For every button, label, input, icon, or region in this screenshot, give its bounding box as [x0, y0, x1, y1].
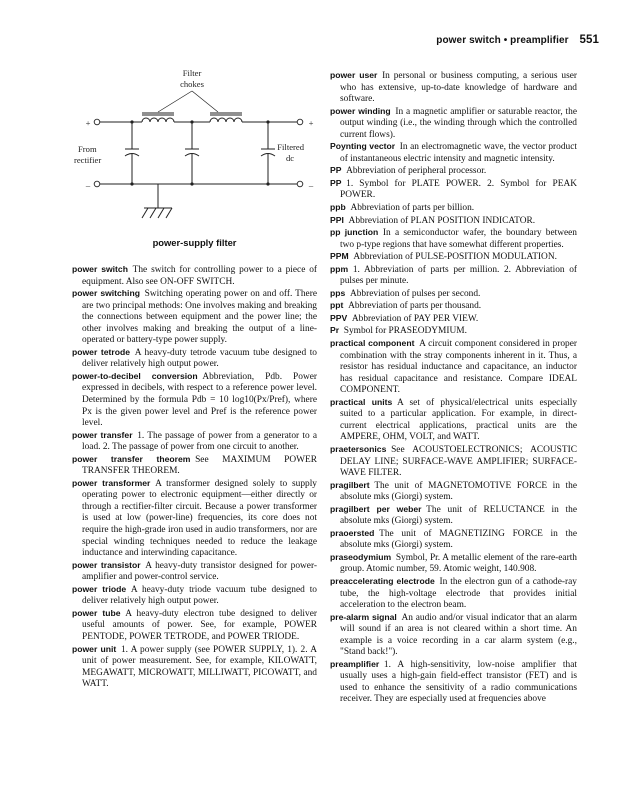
entry-text: Abbreviation of PAY PER VIEW. [351, 313, 479, 324]
entry-term: power transformer [72, 477, 151, 488]
entry-text: See ACOUSTOELECTRONICS; ACOUSTIC DELAY LINE; SURFACE-WAVE AMPLIFIER; SURFACE-WAVE FILTER. [340, 444, 577, 479]
from-rectifier-label-2: rectifier [74, 155, 102, 165]
filter-chokes-label-1: Filter [182, 68, 202, 78]
plus-right: + [308, 118, 314, 128]
entry-term: practical units [330, 396, 393, 407]
choke-1 [142, 113, 174, 122]
entry-term: power winding [330, 105, 391, 116]
entry-term: praetersonics [330, 443, 387, 454]
entry-term: Poynting vector [330, 141, 396, 152]
glossary-entry [330, 178, 577, 202]
entry-text: The switch for controlling power to a piece of equipment. Also see ON-OFF SWITCH. [82, 265, 318, 287]
entry-text: Abbreviation of pulses per second. [349, 288, 481, 299]
glossary-entry [330, 480, 577, 504]
glossary-entry [330, 325, 577, 338]
entry-term: pragilbert [330, 479, 370, 490]
running-title: power switch • preamplifier [436, 35, 569, 46]
entry-term: PPM [330, 251, 349, 262]
entry-term: PPI [330, 214, 344, 225]
entry-text: A heavy-duty triode vacuum tube designed to deliver relatively high output power. [82, 584, 317, 607]
entry-text: A circuit component considered in proper combination with the stray components inherent in it. Thus, a resistor has residual inductance and capacitance, an inductor has residual capacitance and resistance. Compare IDEAL COMPONENT. [340, 339, 577, 396]
terminal-top-right [297, 119, 303, 125]
entry-text: A transformer designed solely to supply operating power to electronic equipment—either directly or through a rectifier-filter circuit. Because a power transformer is used at low (power-line) frequencies, its core does not require the high-grade iron used in audio transformers, nor are special winding techniques needed to reduce the leakage inductance and interwinding capacitance. [82, 478, 317, 559]
glossary-entry [72, 264, 317, 288]
junction-2 [190, 120, 193, 123]
glossary-entry [330, 552, 577, 576]
glossary-entry [330, 528, 577, 552]
entry-term: ppt [330, 300, 344, 311]
entry-text: 1. Symbol for PLATE POWER. 2. Symbol for PEAK POWER. [340, 178, 577, 201]
terminal-bottom-right [297, 181, 303, 187]
entry-text: Switching operating power on and off. There are two principal methods: One involves making and breaking the connections between equipment and the power line; the other involves making and breaking the output of a line-operated or battery-type power supply. [82, 289, 317, 346]
entry-term: pre-alarm signal [330, 611, 397, 622]
chokes-leader-2 [192, 91, 218, 112]
filter-chokes-label-2: chokes [180, 79, 204, 89]
glossary-entry [72, 560, 317, 584]
entry-term: ppm [330, 263, 349, 274]
capacitor-3 [261, 122, 275, 184]
glossary-entry [330, 313, 577, 326]
glossary-entry [330, 338, 577, 397]
page-header [436, 34, 599, 46]
entry-text: In a magnetic amplifier or saturable reactor, the output winding (i.e., the winding through which the controlled current flows). [340, 106, 578, 140]
glossary-entry [330, 300, 577, 313]
glossary-entry [330, 288, 577, 301]
capacitor-2 [185, 122, 199, 184]
entry-text: A heavy-duty transistor designed for power-amplifier and power-control service. [82, 560, 317, 583]
junction-3 [266, 120, 269, 123]
entry-term: pp junction [330, 227, 379, 238]
entry-term: praseodymium [330, 551, 392, 562]
entry-text: A heavy-duty tetrode vacuum tube designed to deliver relatively high output power. [82, 347, 317, 370]
entry-text: Abbreviation of peripheral processor. [346, 166, 487, 177]
figure-caption: power-supply filter [152, 237, 237, 248]
terminal-top-left [94, 119, 100, 125]
right-column [330, 70, 577, 706]
entry-text: 1. A high-sensitivity, low-noise amplifier that usually uses a high-gain field-effect transistor (FET) and is used to enhance the sensitivity of a radio communications receiver. They are especially used at frequencies above [340, 659, 577, 705]
entry-term: power transistor [72, 559, 141, 570]
from-rectifier-label-1: From [78, 144, 97, 154]
glossary-entry [72, 454, 317, 478]
entry-term: power user [330, 70, 378, 80]
glossary-entry [330, 251, 577, 264]
glossary-entry [72, 288, 317, 347]
entry-text: The unit of MAGNETIZING FORCE in the absolute mks (Giorgi) system. [340, 528, 577, 551]
entry-term: power switch [72, 264, 128, 274]
filtered-dc-label-2: dc [285, 153, 295, 163]
entry-text: An audio and/or visual indicator that an alarm will sound if an area is not cleared within a short time. An example is a voice recording in a car alarm system (e.g., "Stand back!"). [340, 612, 578, 658]
entry-term: power triode [72, 583, 127, 594]
plus-left: + [85, 118, 91, 128]
glossary-entry [330, 165, 577, 178]
minus-right: – [308, 180, 314, 190]
glossary-entry [330, 504, 577, 528]
entry-text: A heavy-duty electron tube designed to deliver useful amounts of power. See, for example, POWER PENTODE, POWER TETRODE, and POWER TRIODE. [82, 608, 318, 642]
junction-5 [190, 182, 193, 185]
entry-term: preamplifier [330, 658, 380, 669]
glossary-entry [330, 612, 577, 659]
entry-text: In an electromagnetic wave, the vector product of instantaneous electric intensity and magnetic intensity. [340, 142, 577, 164]
entry-term: power transfer theorem [72, 453, 191, 464]
junction-6 [266, 182, 269, 185]
entry-text: Symbol, Pr. A metallic element of the rare-earth group. Atomic number, 59. Atomic weight, 140.908. [340, 552, 577, 575]
filtered-dc-label-1: Filtered [277, 142, 304, 152]
entry-term: ppb [330, 202, 346, 213]
chokes-leader-1 [158, 91, 192, 112]
terminal-bottom-left [94, 181, 100, 187]
entry-term: pps [330, 287, 346, 298]
glossary-entry [330, 444, 577, 480]
entry-text: Abbreviation of parts per thousand. [348, 301, 482, 312]
glossary-entry [330, 141, 577, 165]
glossary-entry [72, 644, 317, 691]
entry-term: pragilbert per weber [330, 503, 422, 514]
entry-text: Abbreviation, Pdb. Power expressed in decibels, with respect to a reference power level. Determined by the formula Pdb = 10 log10(Px/Pref), where Px is the given power level and Pref is the reference power level. [82, 371, 317, 429]
glossary-entry [330, 264, 577, 288]
glossary-entry [330, 397, 577, 444]
entry-text: In a semiconductor wafer, the boundary between two p-type regions that have somewhat different properties. [340, 228, 577, 250]
glossary-entry [330, 70, 577, 106]
entry-text: A set of physical/electrical units especially suited to a particular application. For example, in direct-current electrical applications, practical units are the AMPERE, OHM, VOLT, and WATT. [340, 397, 578, 443]
glossary-entry [72, 347, 317, 371]
glossary-entry [72, 371, 317, 430]
glossary-entry [330, 202, 577, 215]
capacitor-1 [125, 122, 139, 184]
entry-text: 1. Abbreviation of parts per million. 2. Abbreviation of pulses per minute. [340, 264, 577, 287]
entry-text: Abbreviation of parts per billion. [350, 203, 475, 214]
glossary-entry [330, 576, 577, 612]
entry-term: power switching [72, 288, 140, 299]
entry-text: In personal or business computing, a serious user who has extensive, up-to-date knowledge of hardware and software. [340, 71, 577, 105]
ground-icon [142, 184, 172, 218]
entry-term: power transfer [72, 429, 133, 440]
entry-text: Abbreviation of PULSE-POSITION MODULATION. [353, 252, 557, 263]
entry-text: In the electron gun of a cathode-ray tube, the high-voltage electrode that provides initial acceleration to the electron beam. [340, 576, 577, 611]
page-number: 551 [579, 34, 599, 46]
entry-term: power tetrode [72, 346, 131, 357]
entry-term: praoersted [330, 527, 375, 538]
entry-text: 1. The passage of power from a generator to a load. 2. The passage of power from one circuit to another. [82, 430, 317, 453]
entry-term: power unit [72, 643, 117, 654]
entry-text: Symbol for PRASEODYMIUM. [343, 326, 467, 337]
junction-1 [130, 120, 133, 123]
entry-term: power tube [72, 607, 121, 618]
choke-2 [210, 113, 242, 122]
minus-left: – [85, 180, 91, 190]
glossary-entry [72, 478, 317, 560]
entry-text: The unit of MAGNETOMOTIVE FORCE in the absolute mks (Giorgi) system. [340, 480, 577, 503]
entry-text: See MAXIMUM POWER TRANSFER THEOREM. [82, 454, 317, 477]
entry-term: PP [330, 177, 342, 188]
glossary-entry [72, 608, 317, 644]
entry-term: power-to-decibel conversion [72, 370, 198, 381]
glossary-entry [330, 227, 577, 251]
entry-text: 1. A power supply (see POWER SUPPLY, 1). 2. A unit of power measurement. See, for example, KILOWATT, MEGAWATT, MICROWATT, MILLIWATT, PICOWATT, and WATT. [82, 644, 317, 690]
junction-4 [130, 182, 133, 185]
entry-term: Pr [330, 325, 340, 336]
glossary-entry [330, 106, 577, 142]
entry-text: The unit of RELUCTANCE in the absolute mks (Giorgi) system. [340, 504, 577, 527]
entry-term: PP [330, 165, 342, 176]
left-column [72, 264, 317, 691]
power-supply-filter-diagram [72, 66, 317, 226]
glossary-entry [72, 584, 317, 608]
entry-term: PPV [330, 312, 348, 323]
glossary-entry [72, 430, 317, 454]
glossary-entry [330, 215, 577, 228]
entry-text: Abbreviation of PLAN POSITION INDICATOR. [348, 215, 536, 226]
entry-term: preaccelerating electrode [330, 575, 435, 586]
glossary-entry [330, 659, 577, 706]
entry-term: practical component [330, 338, 415, 349]
